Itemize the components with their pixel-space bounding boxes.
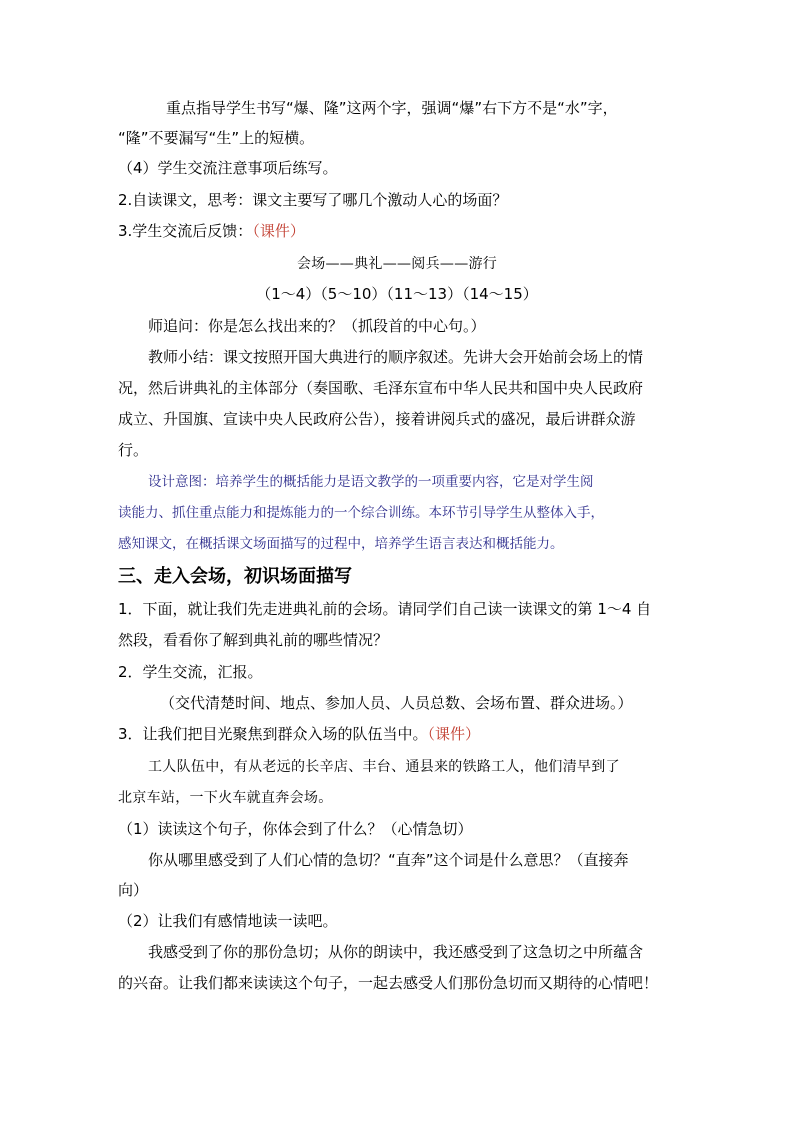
courseware-label: （课件） <box>427 725 481 743</box>
quoted-text-line: 工人队伍中，有从老远的长辛店、丰台、通县来的铁路工人，他们清早到了 <box>148 759 620 775</box>
paragraph-line: 2．学生交流，汇报。 <box>118 663 263 681</box>
section-heading: 三、走入会场，初识场面描写 <box>118 566 352 587</box>
paragraph-line: 2.自读课文，思考：课文主要写了哪几个激动人心的场面？ <box>118 191 508 209</box>
paragraph-line: 你从哪里感受到了人们心情的急切？“直奔”这个词是什么意思？（直接奔 <box>148 851 629 869</box>
paragraph-line: 成立、升国旗、宣读中央人民政府公告），接着讲阅兵式的盛况，最后讲群众游 <box>118 410 636 428</box>
paragraph-line: “隆”不要漏写“生”上的短横。 <box>118 129 315 147</box>
paragraph-line: 然段，看看你了解到典礼前的哪些情况？ <box>118 631 389 649</box>
design-intent-line: 读能力、抓住重点能力和提炼能力的一个综合训练。本环节引导学生从整体入手， <box>118 505 604 521</box>
paragraph-line: （4）学生交流注意事项后练写。 <box>118 159 338 177</box>
paragraph-line: 况，然后讲典礼的主体部分（奏国歌、毛泽东宣布中华人民共和国中央人民政府 <box>118 379 644 397</box>
paragraph-line: 向） <box>118 881 149 899</box>
paragraph-line: 师追问：你是怎么找出来的？（抓段首的中心句。） <box>148 317 486 335</box>
paragraph-line: 重点指导学生书写“爆、隆”这两个字，强调“爆”右下方不是“水”字， <box>166 99 618 117</box>
paragraph-line: （1）读读这个句子，你体会到了什么？（心情急切） <box>118 820 473 838</box>
paragraph-line: 的兴奋。让我们都来读读这个句子，一起去感受人们那份急切而又期待的心情吧！ <box>118 974 659 992</box>
paragraph-ranges: （1～4）（5～10）（11～13）（14～15） <box>256 285 538 303</box>
scene-sequence: 会场——典礼——阅兵——游行 <box>296 256 498 272</box>
paragraph-line: 3.学生交流后反馈：（课件） <box>118 222 305 240</box>
paragraph-line: 1．下面，就让我们先走进典礼前的会场。请同学们自己读一读课文的第 1～4 自 <box>118 600 652 618</box>
design-intent-line: 感知课文，在概括课文场面描写的过程中，培养学生语言表达和概括能力。 <box>118 536 564 552</box>
paragraph-line: （交代清楚时间、地点、参加人员、人员总数、会场布置、群众进场。） <box>160 694 633 712</box>
paragraph-line: 我感受到了你的那份急切；从你的朗读中，我还感受到了这急切之中所蕴含 <box>148 943 644 961</box>
courseware-label: （课件） <box>252 222 305 240</box>
design-intent-line: 设计意图：培养学生的概括能力是语文教学的一项重要内容，它是对学生阅 <box>148 474 594 490</box>
paragraph-line: 行。 <box>118 441 149 459</box>
paragraph-line: （2）让我们有感情地读一读吧。 <box>118 912 338 930</box>
paragraph-line: 教师小结：课文按照开国大典进行的顺序叙述。先讲大会开始前会场上的情 <box>148 348 644 366</box>
paragraph-line: 3．让我们把目光聚焦到群众入场的队伍当中。（课件） <box>118 725 481 743</box>
quoted-text-line: 北京车站，一下火车就直奔会场。 <box>118 790 333 806</box>
